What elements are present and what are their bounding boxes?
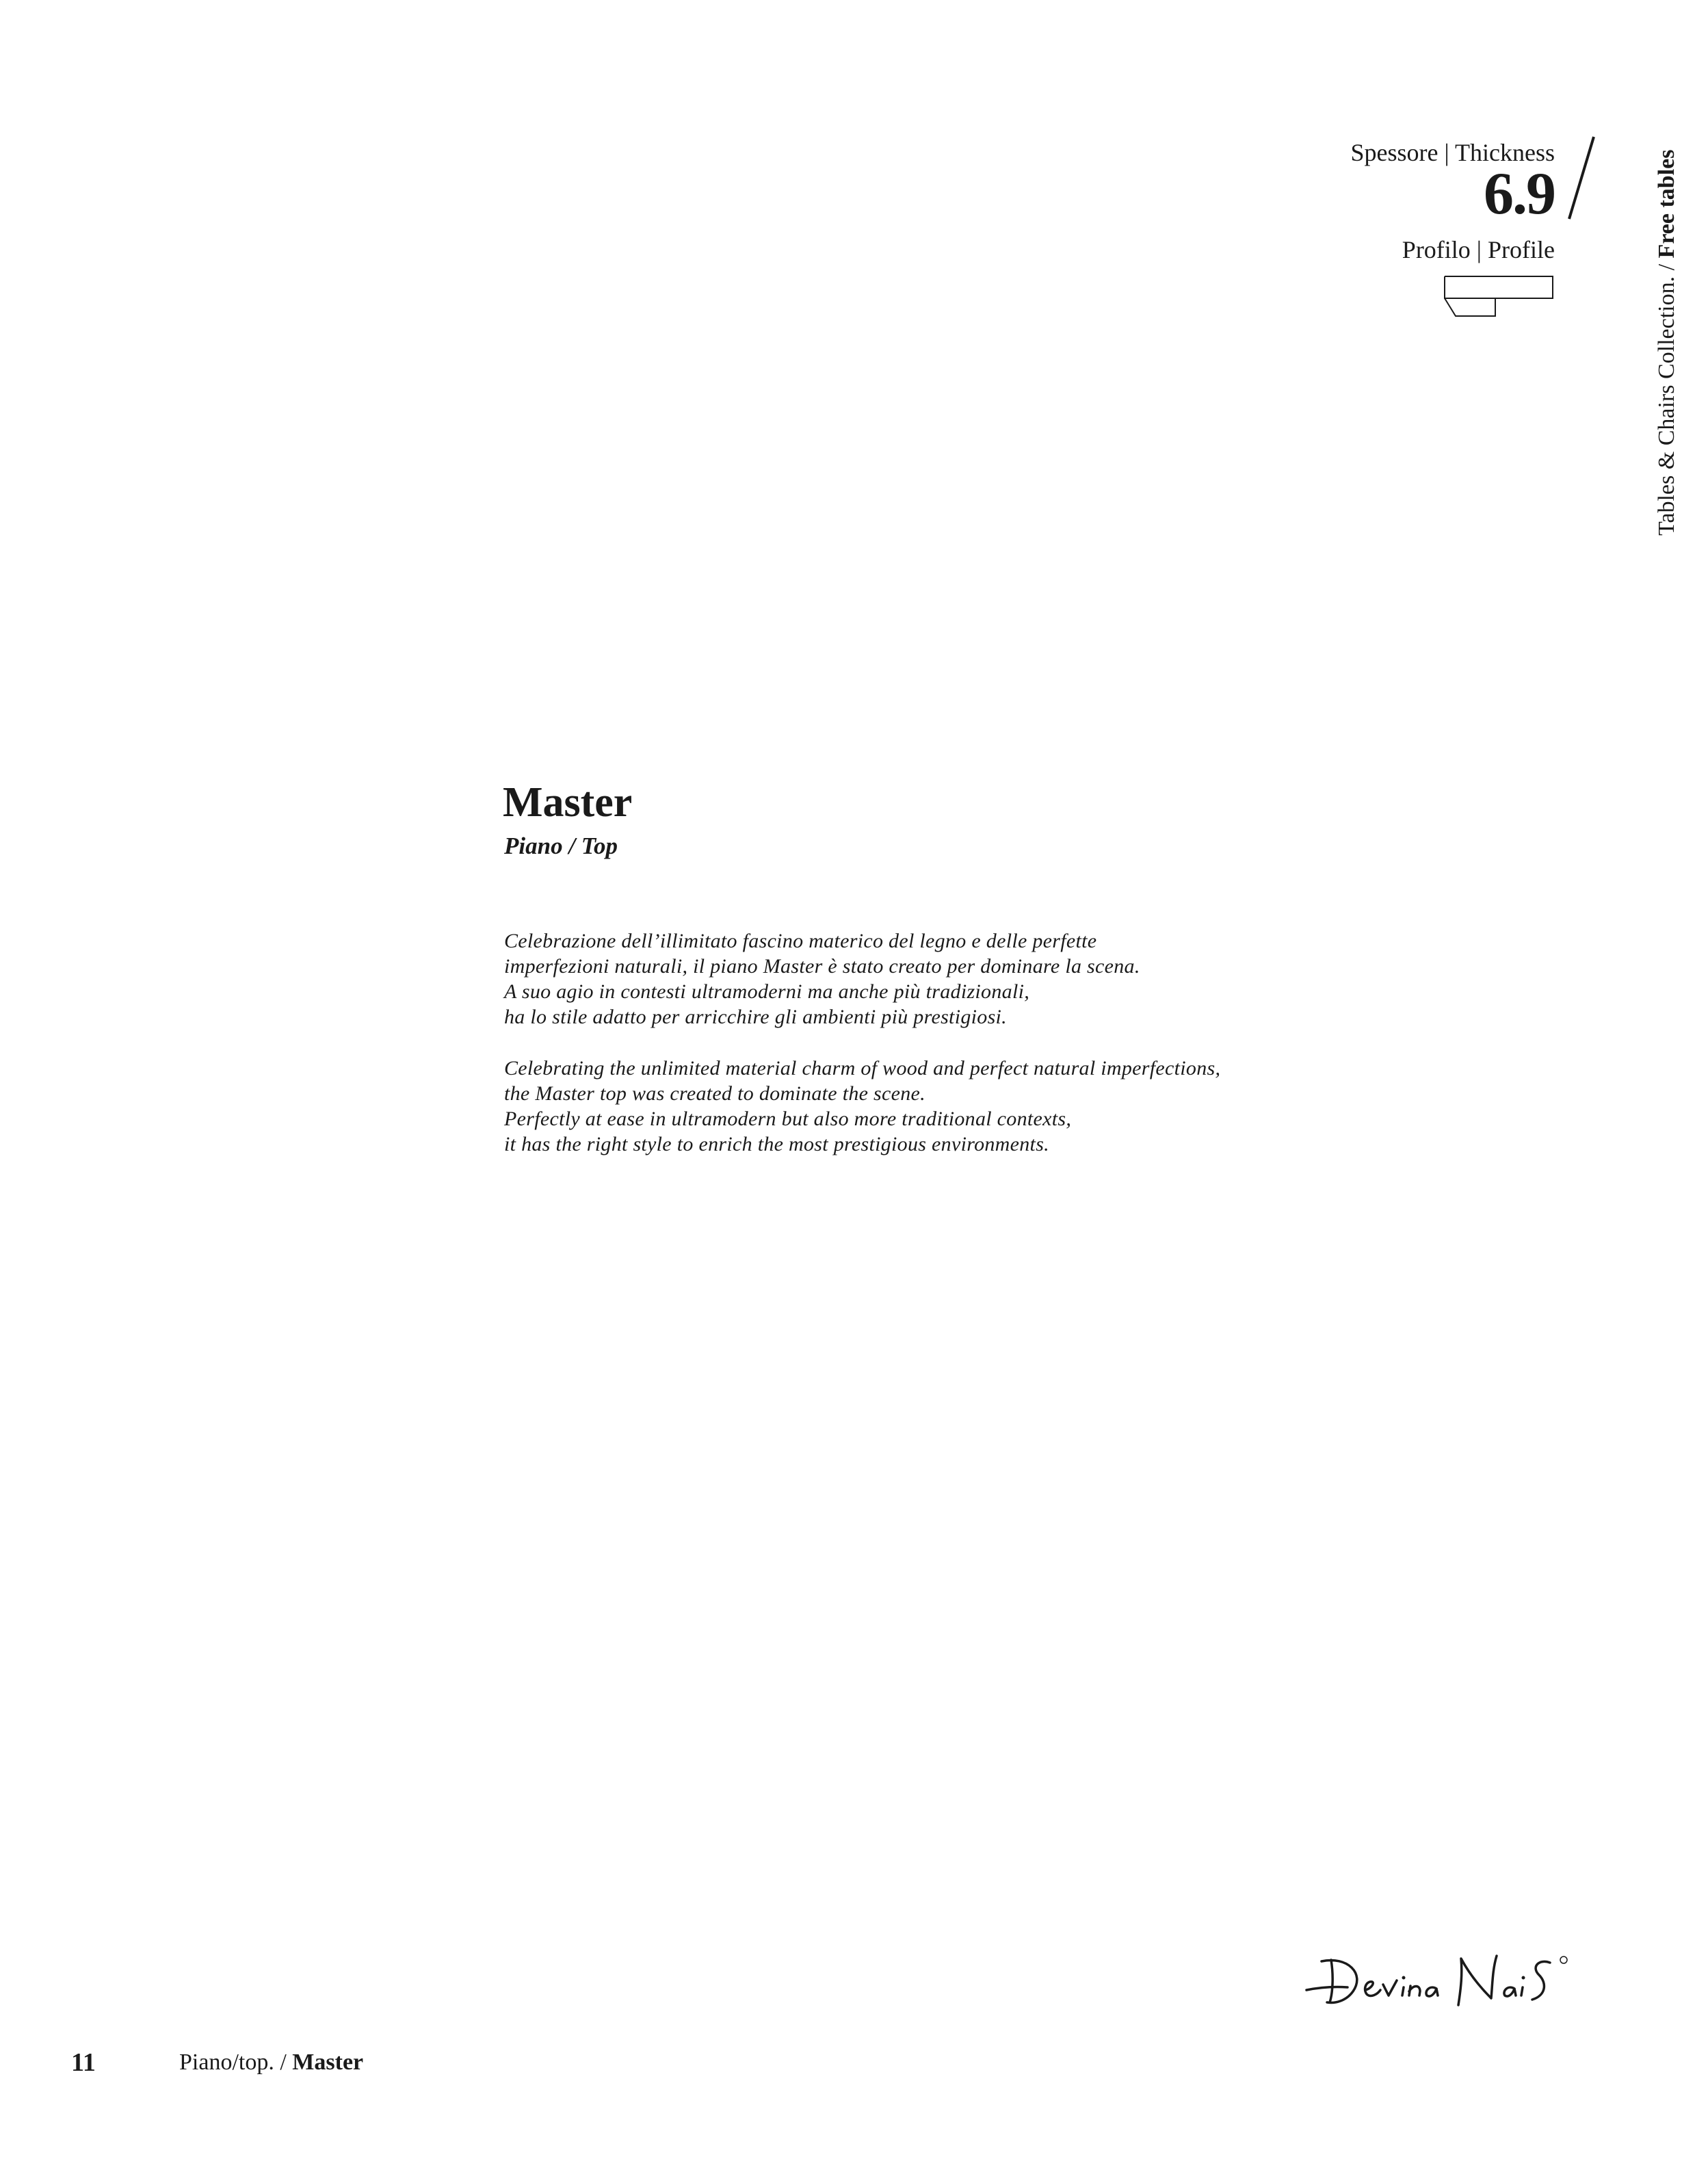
product-subtitle: Piano / Top: [504, 833, 618, 859]
section-name: Free tables: [1654, 149, 1679, 259]
description-english: Celebrating the unlimited material charm of wood and perfect natural imperfections, the Master top was created to dominate the scene. Perfectly at ease in ultramodern but also more traditional contexts, it has the right style to enrich the most prestigious environments.: [504, 1057, 1221, 1155]
profile-label: Profilo | Profile: [1402, 236, 1555, 263]
profile-drawing: [1442, 274, 1558, 319]
footer-section-label: [179, 2050, 363, 2076]
slash-divider: [1564, 134, 1598, 223]
description-italian: Celebrazione dell’illimitato fascino materico del legno e delle perfette imperfezioni naturali, il piano Master è stato creato per dominare la scena. A suo agio in contesti ultramoderni ma anche più tradizionali, ha lo stile adatto per arricchire gli ambienti più prestigiosi.: [504, 930, 1140, 1028]
footer-prefix: Piano/top. /: [179, 2050, 293, 2075]
collection-name: Tables & Chairs Collection. /: [1654, 258, 1679, 536]
collection-side-label: [1654, 150, 1680, 536]
page-number: 11: [71, 2048, 96, 2077]
thickness-label: Spessore | Thickness: [1350, 139, 1555, 166]
thickness-value: 6.9: [1484, 161, 1555, 227]
product-title: Master: [503, 779, 633, 826]
brand-logo: [1300, 1946, 1573, 2021]
footer-product-name: Master: [292, 2050, 364, 2075]
